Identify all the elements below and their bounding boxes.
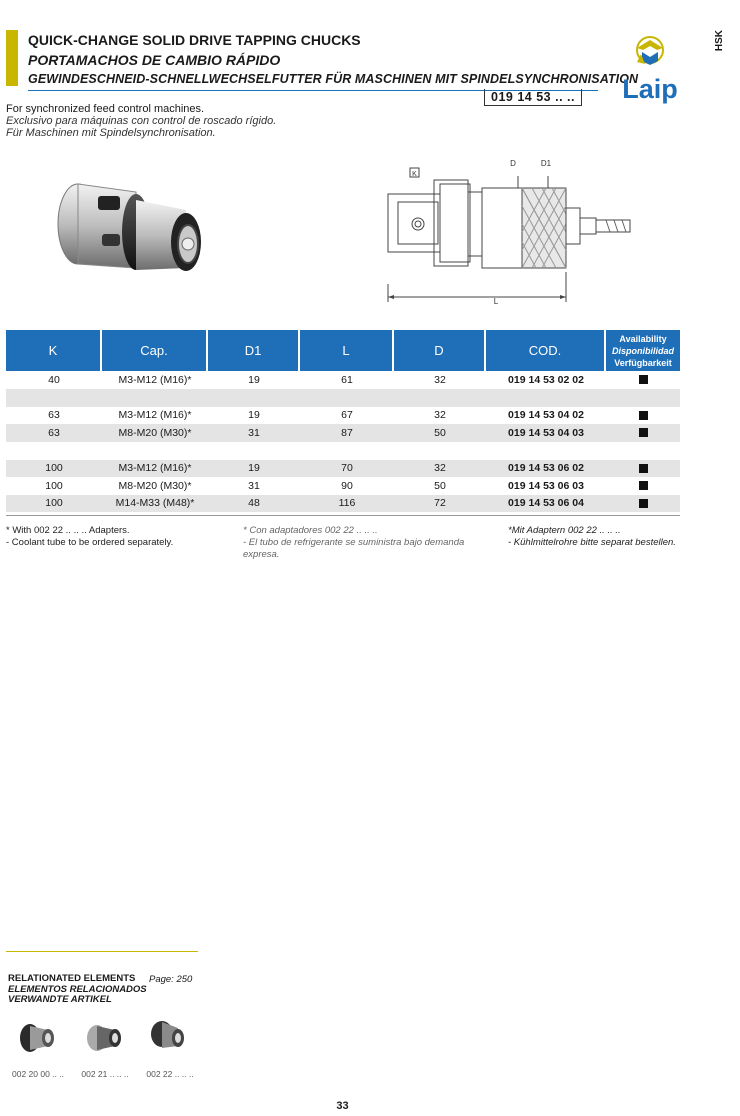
cell-k: 100 [6,460,102,478]
drawing-label-k: K [412,171,417,178]
col-header-cod: COD. [486,330,606,371]
cell-l: 67 [341,409,353,422]
table-row [6,371,680,389]
spec-table [6,330,680,512]
cell-d: 50 [394,424,486,442]
cell-cod: 019 14 53 06 03 [508,479,584,492]
table-spacer-row [6,442,680,460]
title-accent-bar [6,30,18,86]
cell-cap: M3-M12 (M16)* [118,373,192,386]
technical-drawing [370,152,690,312]
note-adapter-de: *Mit Adaptern 002 22 .. .. .. [508,525,621,536]
table-header-row [6,330,680,371]
cell-d: 32 [434,409,446,422]
notes-german [508,525,676,549]
note-adapter-en: * With 002 22 .. .. .. Adapters. [6,525,130,536]
col-header-availability [606,330,680,371]
page-number: 33 [336,1100,349,1112]
note-coolant-es-cont: expresa. [243,549,280,560]
available-square-icon [639,411,648,420]
cell-cod: 019 14 53 04 03 [486,424,606,442]
title-english: QUICK-CHANGE SOLID DRIVE TAPPING CHUCKS [28,32,361,48]
related-page-ref: Page: 250 [149,974,193,985]
availability-german: Verfügbarkeit [614,357,672,368]
description-english: For synchronized feed control machines. [6,103,205,115]
cell-l: 90 [341,479,353,492]
title-spanish: PORTAMACHOS DE CAMBIO RÁPIDO [28,52,281,68]
available-square-icon [639,499,648,508]
cell-cap: M8-M20 (M30)* [118,479,192,492]
cell-k: 100 [6,495,102,513]
drawing-label-l: L [493,297,499,306]
cell-d: 32 [434,373,446,386]
col-header-d: D [394,330,486,371]
cell-k: 40 [48,373,60,386]
col-header-k: K [6,330,102,371]
cell-l: 61 [341,373,353,386]
cell-availability [606,495,680,513]
related-item-label: 002 21 .. .. .. [81,1069,129,1079]
notes-english [6,525,173,549]
logo-emblem-icon [637,37,663,65]
table-row [6,460,680,478]
cell-d: 72 [394,495,486,513]
col-header-d1: D1 [208,330,300,371]
note-coolant-de: - Kühlmittelrohre bitte separat bestellen. [508,537,676,548]
related-title-es: ELEMENTOS RELACIONADOS [8,983,147,995]
note-coolant-es: - El tubo de refrigerante se suministra bajo demanda [243,537,465,548]
title-german: GEWINDESCHNEID-SCHNELLWECHSELFUTTER FÜR MASCHINEN MIT SPINDELSYNCHRONISATION [28,72,639,86]
related-heading [8,974,147,1006]
table-row [6,495,680,513]
available-square-icon [639,464,648,473]
note-coolant-en: - Coolant tube to be ordered separately. [6,537,174,548]
drawing-label-d1: D1 [540,159,552,168]
cell-cap: M3-M12 (M16)* [102,460,208,478]
cell-l: 87 [300,424,394,442]
availability-spanish: Disponibilidad [612,345,674,356]
cell-k: 63 [48,409,60,422]
related-item-image[interactable] [140,1018,200,1058]
col-header-cap: Cap. [102,330,208,371]
cell-availability [606,407,680,425]
related-item-image[interactable] [8,1018,68,1058]
drawing-label-d: D [510,159,516,168]
cell-availability [606,477,680,495]
available-square-icon [639,375,648,384]
cell-d1: 19 [248,373,260,386]
table-spacer-row [6,389,680,407]
logo-wordmark: Laip [622,74,678,104]
cell-availability [606,460,680,478]
available-square-icon [639,481,648,490]
laip-logo [615,34,685,104]
cell-d1: 19 [248,409,260,422]
cell-availability [606,371,680,389]
table-row [6,424,680,442]
cell-cod: 019 14 53 04 02 [508,409,584,422]
cell-d1: 31 [248,479,260,492]
related-item-label: 002 22 .. .. .. [146,1069,194,1079]
description-spanish: Exclusivo para máquinas con control de roscado rígido. [6,115,277,127]
col-header-l: L [300,330,394,371]
cell-d: 32 [394,460,486,478]
cell-cap: M14-M33 (M48)* [102,495,208,513]
cell-d1: 31 [208,424,300,442]
cell-k: 63 [6,424,102,442]
table-bottom-divider [6,515,680,516]
cell-cap: M8-M20 (M30)* [102,424,208,442]
cell-d1: 19 [208,460,300,478]
cell-cod: 019 14 53 06 04 [486,495,606,513]
table-row [6,407,680,425]
related-divider [6,951,198,952]
note-adapter-es: * Con adaptadores 002 22 .. .. .. [243,525,378,536]
product-code: 019 14 53 .. .. [484,89,582,106]
related-title-de: VERWANDTE ARTIKEL [8,994,112,1005]
available-square-icon [639,428,648,437]
cell-d1: 48 [208,495,300,513]
cell-d: 50 [434,479,446,492]
cell-cod: 019 14 53 06 02 [486,460,606,478]
description-german: Für Maschinen mit Spindelsynchronisation. [6,127,216,139]
table-row [6,477,680,495]
notes-spanish [243,525,483,561]
related-item-label: 002 20 00 .. .. [12,1069,64,1079]
related-title-en: RELATIONATED ELEMENTS [8,973,136,984]
cell-l: 70 [300,460,394,478]
availability-english: Availability [619,333,667,344]
related-item-image[interactable] [75,1018,135,1058]
cell-cap: M3-M12 (M16)* [118,409,192,422]
section-tab: HSK [714,30,725,52]
cell-availability [606,424,680,442]
cell-l: 116 [300,495,394,513]
product-photo [36,172,216,292]
cell-cod: 019 14 53 02 02 [508,373,584,386]
cell-k: 100 [45,479,63,492]
